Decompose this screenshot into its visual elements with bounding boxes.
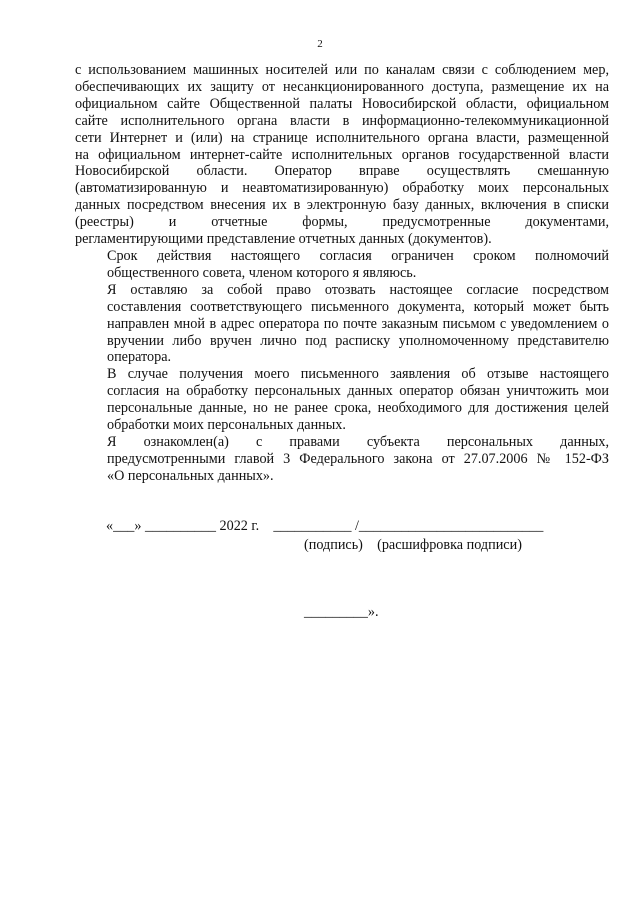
- paragraph: [75, 248, 609, 282]
- caption-signature: (подпись): [304, 537, 363, 553]
- text-line: направлен мной в адрес оператора по почте заказным письмом с уведомлением о: [107, 315, 609, 332]
- text-line: предусмотренными главой 3 Федерального закона от 27.07.2006 № 152-ФЗ: [107, 450, 609, 467]
- closing-mark: _________».: [304, 604, 379, 620]
- text-line: общественного совета, членом которого я являюсь.: [107, 264, 417, 281]
- document-body: [75, 62, 609, 485]
- paragraph: [75, 366, 609, 434]
- caption-decoding: (расшифровка подписи): [377, 537, 522, 553]
- text-line: официальном сайте Общественной палаты Новосибирской области, официальном: [75, 95, 609, 112]
- paragraph: [75, 282, 609, 367]
- text-line: Срок действия настоящего согласия ограничен сроком полномочий: [107, 247, 609, 264]
- text-line: данных посредством внесения их в электронную базу данных, включения в списки: [75, 197, 609, 214]
- signature-line: ___________ /__________________________: [273, 518, 544, 534]
- text-line: «О персональных данных».: [107, 467, 274, 484]
- text-line: с использованием машинных носителей или по каналам связи с соблюдением мер,: [75, 62, 609, 78]
- text-line: составления соответствующего письменного документа, который может быть: [107, 298, 609, 315]
- text-line: В случае получения моего письменного заявления об отзыве настоящего: [107, 366, 609, 383]
- text-line: согласия на обработку персональных данных оператор обязан уничтожить мои: [107, 383, 609, 400]
- text-line: обеспечивающих их защиту от несанкционированного доступа, размещение их на: [75, 78, 609, 95]
- text-line: (реестры) и отчетные формы, предусмотренные документами,: [75, 214, 609, 231]
- paragraph: [75, 434, 609, 485]
- text-line: сети Интернет и (или) на странице исполнительного органа власти, размещенной: [75, 129, 609, 146]
- signature-row: [106, 518, 543, 535]
- text-line: Я ознакомлен(а) с правами субъекта персональных данных,: [107, 433, 609, 450]
- text-line: сайте исполнительного органа власти в информационно-телекоммуникационной: [75, 112, 609, 129]
- text-line: регламентирующими представление отчетных данных (документов).: [75, 231, 492, 248]
- date-line: «___» __________ 2022 г.: [106, 518, 260, 534]
- page-number: 2: [317, 38, 323, 50]
- text-line: оператора.: [107, 349, 172, 366]
- text-line: Новосибирской области. Оператор вправе осуществлять смешанную: [75, 163, 609, 180]
- text-line: на официальном интернет-сайте исполнительных органов государственной власти: [75, 146, 609, 163]
- text-line: вручении либо вручен лично под расписку уполномоченному представителю: [107, 332, 609, 349]
- paragraph: [75, 62, 609, 248]
- signature-captions: [304, 537, 522, 554]
- text-line: персональные данные, но не ранее срока, необходимого для достижения целей: [107, 400, 609, 417]
- text-line: (автоматизированную и неавтоматизированную) обработку моих персональных: [75, 180, 609, 197]
- text-line: Я оставляю за собой право отозвать настоящее согласие посредством: [107, 281, 609, 298]
- text-line: обработки моих персональных данных.: [107, 417, 346, 434]
